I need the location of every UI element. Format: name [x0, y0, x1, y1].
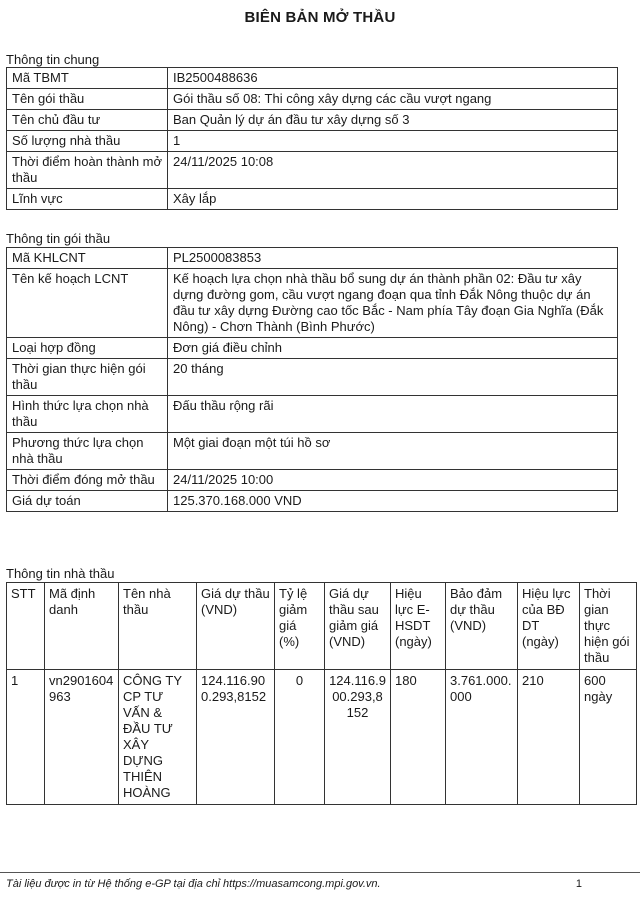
table-row	[7, 152, 618, 189]
cell-duration: 600 ngày	[580, 670, 637, 805]
table-row	[7, 248, 618, 269]
column-header: Hiệu lực của BĐ DT (ngày)	[518, 583, 580, 670]
table-row	[7, 396, 618, 433]
cell-stt: 1	[7, 670, 45, 805]
footer-divider	[0, 872, 640, 873]
field-value: 125.370.168.000 VND	[168, 491, 618, 512]
column-header: Tỷ lệ giảm giá (%)	[275, 583, 325, 670]
field-label: Mã TBMT	[7, 68, 168, 89]
field-value: IB2500488636	[168, 68, 618, 89]
column-header: Giá dự thầu (VND)	[197, 583, 275, 670]
cell-guarantee: 3.761.000.000	[446, 670, 518, 805]
field-label: Tên chủ đầu tư	[7, 110, 168, 131]
cell-validity: 180	[391, 670, 446, 805]
field-value: Đấu thầu rộng rãi	[168, 396, 618, 433]
cell-guarantee-validity: 210	[518, 670, 580, 805]
page-title: BIÊN BẢN MỞ THẦU	[244, 9, 396, 26]
field-value: Gói thầu số 08: Thi công xây dựng các cầu vượt ngang	[168, 89, 618, 110]
column-header: Mã định danh	[45, 583, 119, 670]
table-row	[7, 189, 618, 210]
field-value: 24/11/2025 10:00	[168, 470, 618, 491]
general-info-table	[6, 67, 618, 210]
field-label: Giá dự toán	[7, 491, 168, 512]
page-number: 1	[575, 878, 582, 890]
field-value: Đơn giá điều chỉnh	[168, 338, 618, 359]
footer-text: Tài liệu được in từ Hệ thống e-GP tại địa chỉ https://muasamcong.mpi.gov.vn.	[6, 878, 381, 890]
package-info-table	[6, 247, 618, 512]
table-row	[7, 338, 618, 359]
cell-discount: 0	[275, 670, 325, 805]
field-label: Thời điểm đóng mở thầu	[7, 470, 168, 491]
table-row	[7, 433, 618, 470]
field-label: Loại hợp đồng	[7, 338, 168, 359]
field-value: 20 tháng	[168, 359, 618, 396]
cell-bid-price: 124.116.900.293,8152	[197, 670, 275, 805]
cell-price-after-discount: 124.116.900.293,8152	[325, 670, 391, 805]
table-header-row	[7, 583, 637, 670]
cell-bidder-name: CÔNG TY CP TƯ VẤN & ĐẦU TƯ XÂY DỰNG THIÊN HOÀNG	[119, 670, 197, 805]
table-row	[7, 670, 637, 805]
table-row	[7, 89, 618, 110]
table-row	[7, 359, 618, 396]
field-label: Thời điểm hoàn thành mở thầu	[7, 152, 168, 189]
table-row	[7, 491, 618, 512]
column-header: Bảo đảm dự thầu (VND)	[446, 583, 518, 670]
field-label: Tên gói thầu	[7, 89, 168, 110]
bidders-table	[6, 582, 637, 805]
field-value: 24/11/2025 10:08	[168, 152, 618, 189]
column-header: STT	[7, 583, 45, 670]
cell-bidder-id: vn2901604963	[45, 670, 119, 805]
column-header: Thời gian thực hiện gói thầu	[580, 583, 637, 670]
field-value: Một giai đoạn một túi hồ sơ	[168, 433, 618, 470]
field-value: 1	[168, 131, 618, 152]
field-value: Xây lắp	[168, 189, 618, 210]
section-title-bidders: Thông tin nhà thầu	[6, 566, 115, 581]
section-title-package: Thông tin gói thầu	[6, 231, 111, 246]
field-label: Hình thức lựa chọn nhà thầu	[7, 396, 168, 433]
column-header: Giá dự thầu sau giảm giá (VND)	[325, 583, 391, 670]
table-row	[7, 68, 618, 89]
table-row	[7, 131, 618, 152]
table-row	[7, 110, 618, 131]
field-label: Lĩnh vực	[7, 189, 168, 210]
field-value: Ban Quản lý dự án đầu tư xây dựng số 3	[168, 110, 618, 131]
field-value: Kế hoạch lựa chọn nhà thầu bổ sung dự án thành phần 02: Đầu tư xây dựng đường gom, cầu vượt ngang đoạn qua tỉnh Đắk Nông thuộc dự án đầu tư xây dựng Đường cao tốc Bắc - Nam phía Tây đoạn Gia Nghĩa (Đắk Nông) - Chơn Thành (Bình Phước)	[168, 269, 618, 338]
field-label: Phương thức lựa chọn nhà thầu	[7, 433, 168, 470]
column-header: Tên nhà thầu	[119, 583, 197, 670]
field-label: Mã KHLCNT	[7, 248, 168, 269]
field-value: PL2500083853	[168, 248, 618, 269]
section-title-general: Thông tin chung	[6, 52, 100, 67]
column-header: Hiệu lực E-HSDT (ngày)	[391, 583, 446, 670]
field-label: Số lượng nhà thầu	[7, 131, 168, 152]
field-label: Thời gian thực hiện gói thầu	[7, 359, 168, 396]
table-row	[7, 470, 618, 491]
table-row	[7, 269, 618, 338]
field-label: Tên kế hoạch LCNT	[7, 269, 168, 338]
